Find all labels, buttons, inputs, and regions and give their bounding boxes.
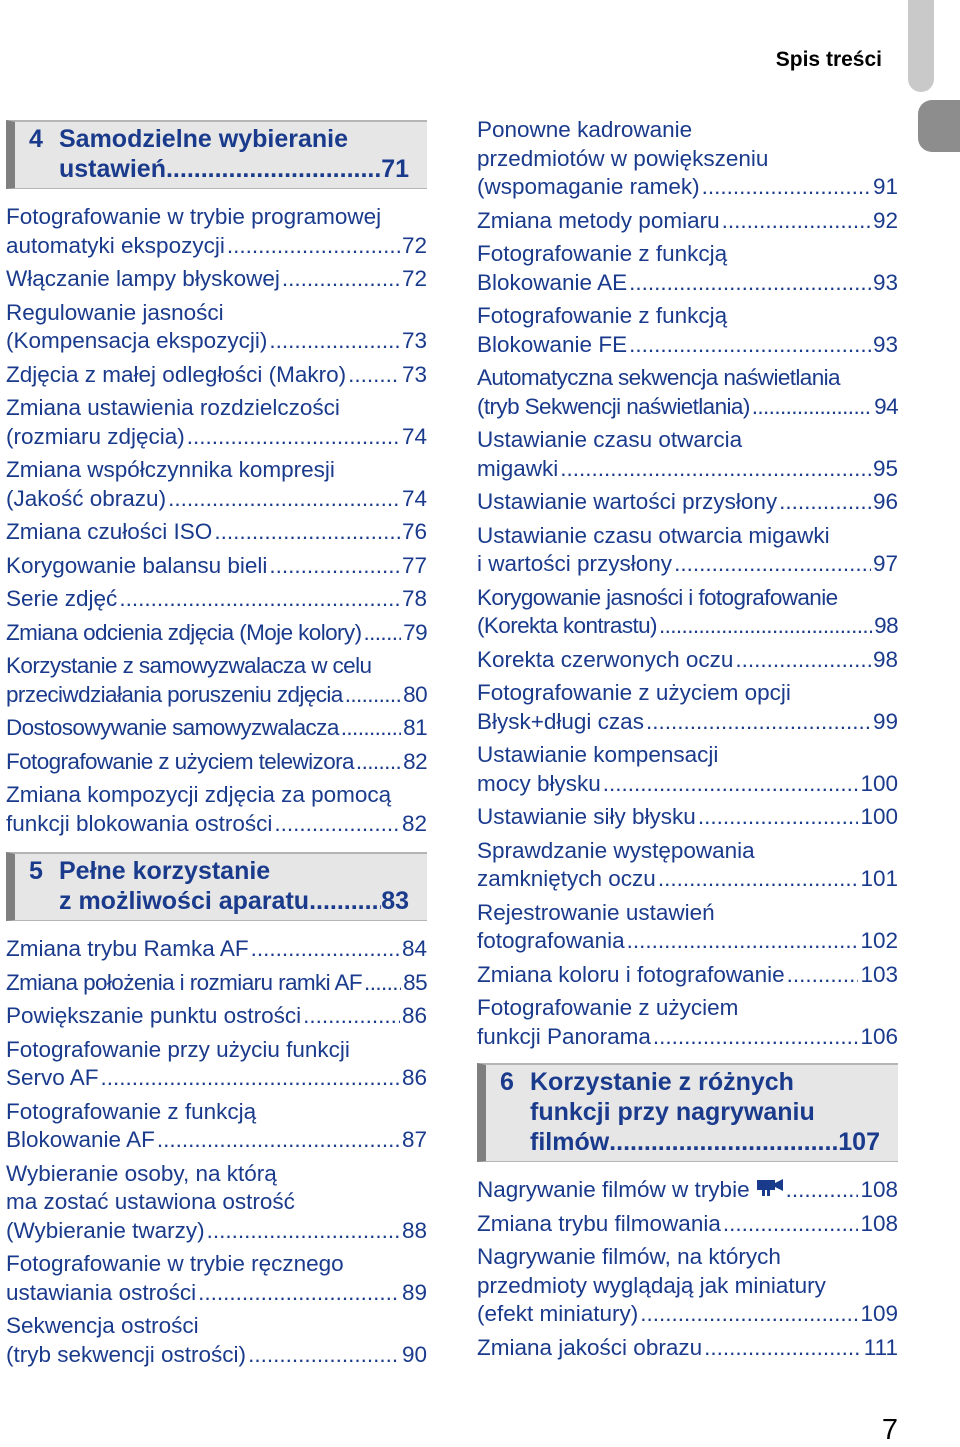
toc-entry[interactable] (477, 488, 898, 517)
toc-entry-title: Zdjęcia z małej odległości (Makro) (6, 361, 347, 387)
page-header-title: Spis treści (775, 48, 882, 71)
toc-entry-title: (tryb sekwencji ostrości) (6, 1341, 247, 1367)
toc-entry-page: 101 (860, 866, 898, 891)
dot-leader (658, 865, 859, 894)
toc-entry[interactable] (6, 781, 427, 838)
dot-leader (722, 207, 871, 236)
toc-entry-title: automatyki ekspozycji (6, 232, 225, 258)
dot-leader (282, 265, 400, 294)
toc-entry-page: 79 (403, 619, 427, 645)
toc-entry-list (6, 203, 427, 838)
toc-entry-page: 103 (860, 961, 898, 987)
toc-entry-title: Zmiana trybu Ramka AF (6, 936, 249, 961)
dot-leader (157, 1126, 400, 1155)
toc-entry[interactable] (477, 522, 898, 579)
toc-entry-title: Korygowanie balansu bieli (6, 552, 268, 578)
chapter-heading-4[interactable] (6, 120, 427, 189)
toc-entry[interactable] (477, 584, 898, 641)
toc-entry-title: Blokowanie FE (477, 331, 628, 357)
toc-entry[interactable] (6, 1036, 427, 1093)
dot-leader (303, 1002, 400, 1031)
toc-entry-title: Zmiana czułości ISO (6, 519, 213, 544)
toc-entry-title: (Korekta kontrastu) (477, 613, 657, 638)
dot-leader (269, 327, 400, 356)
dot-leader (609, 1127, 838, 1157)
toc-entry-title: Ustawianie wartości przysłony (477, 489, 778, 514)
chapter-number: 4 (29, 125, 43, 153)
toc-entry[interactable] (6, 619, 427, 648)
toc-entry-page: 95 (872, 455, 898, 481)
toc-entry[interactable] (6, 518, 427, 547)
chapter-number: 5 (29, 857, 43, 885)
toc-entry-page: 94 (874, 393, 898, 419)
toc-entry-title: przeciwdziałania poruszeniu zdjęcia (6, 681, 343, 707)
toc-entry-title: Sprawdzanie występowania (477, 837, 755, 863)
toc-entry-title: Nagrywanie filmów w trybie (477, 1177, 750, 1202)
toc-entry-page: 82 (403, 748, 427, 774)
toc-entry-title: i wartości przysłony (477, 551, 673, 576)
toc-entry-title: Fotografowanie z funkcją (6, 1098, 257, 1124)
toc-entry[interactable] (477, 426, 898, 483)
toc-entry-page: 81 (403, 715, 427, 740)
dot-leader (348, 361, 400, 390)
toc-entry-title: fotografowania (477, 928, 625, 953)
toc-entry[interactable] (6, 1002, 427, 1031)
toc-entry-title: ustawiania ostrości (6, 1279, 197, 1305)
toc-entry-title: Fotografowanie przy użyciu funkcji (6, 1036, 350, 1062)
thumb-tab-chapter (918, 100, 960, 152)
toc-column-left (6, 120, 427, 1374)
toc-entry-title: (wspomaganie ramek) (477, 174, 700, 199)
dot-leader (345, 681, 401, 710)
toc-entry-title: (Kompensacja ekspozycji) (6, 328, 268, 353)
toc-entry-page: 102 (860, 928, 898, 953)
toc-entry-page: 98 (872, 646, 898, 672)
dot-leader (702, 173, 871, 202)
dot-leader (207, 1217, 400, 1246)
dot-leader (723, 1210, 859, 1239)
dot-leader (363, 619, 401, 648)
toc-entry-page: 108 (860, 1210, 898, 1236)
chapter-title-line: filmów (530, 1128, 610, 1156)
toc-entry-page: 91 (872, 174, 898, 199)
toc-entry[interactable] (477, 1210, 898, 1239)
chapter-heading-6[interactable] (477, 1063, 898, 1162)
toc-column-right (477, 116, 898, 1367)
toc-entry-title: Ponowne kadrowanie (477, 117, 693, 142)
dot-leader (752, 393, 872, 422)
dot-leader (704, 1334, 862, 1363)
toc-entry-page: 73 (401, 361, 427, 387)
toc-entry-title: Dostosowywanie samowyzwalacza (6, 715, 339, 740)
dot-leader (627, 927, 859, 956)
toc-entry-title: zamkniętych oczu (477, 866, 656, 891)
toc-entry-title: (Wybieranie twarzy) (6, 1217, 205, 1243)
toc-entry-page: 100 (860, 770, 898, 796)
toc-entry[interactable] (6, 299, 427, 356)
dot-leader (166, 154, 381, 184)
chapter-title-line: Korzystanie z różnych (530, 1068, 794, 1096)
toc-entry-title: Zmiana położenia i rozmiaru ramki AF (6, 969, 363, 995)
toc-entry-title: Błysk+długi czas (477, 708, 644, 734)
toc-entry[interactable] (6, 265, 427, 294)
toc-entry-page: 77 (401, 552, 427, 578)
dot-leader (187, 423, 400, 452)
toc-entry[interactable] (6, 1312, 427, 1369)
toc-entry[interactable] (6, 552, 427, 581)
toc-entry-title: funkcji Panorama (477, 1023, 651, 1049)
dot-leader (735, 646, 871, 675)
dot-leader (274, 810, 400, 839)
dot-leader (779, 488, 871, 517)
toc-entry[interactable] (477, 837, 898, 894)
dot-leader (214, 518, 400, 547)
toc-entry[interactable] (6, 361, 427, 390)
toc-entry-title: migawki (477, 455, 559, 481)
dot-leader (269, 552, 400, 581)
dot-leader (251, 935, 400, 964)
chapter-title-line: ustawień (59, 155, 166, 183)
chapter-title-line: Pełne korzystanie (59, 857, 271, 885)
toc-entry-title: Servo AF (6, 1065, 99, 1090)
toc-entry-list (6, 935, 427, 1369)
toc-entry-page: 106 (860, 1023, 898, 1049)
toc-entry-title: Fotografowanie w trybie ręcznego (6, 1251, 344, 1276)
toc-entry-title: (Jakość obrazu) (6, 485, 167, 511)
dot-leader (646, 708, 871, 737)
toc-entry-page: 74 (401, 423, 427, 449)
dot-leader (659, 612, 872, 641)
thumb-tab-top (908, 0, 934, 92)
toc-entry[interactable] (477, 1334, 898, 1363)
toc-entry[interactable] (477, 741, 898, 798)
dot-leader (653, 1023, 859, 1052)
toc-entry-title: Ustawianie siły błysku (477, 804, 696, 829)
toc-entry-title: Serie zdjęć (6, 586, 118, 611)
toc-entry-title: Włączanie lampy błyskowej (6, 266, 280, 291)
toc-entry[interactable] (6, 935, 427, 964)
toc-entry-title: Zmiana ustawienia rozdzielczości (6, 395, 340, 420)
chapter-title-line: z możliwości aparatu (59, 887, 310, 915)
toc-entry[interactable] (6, 203, 427, 260)
dot-leader (101, 1064, 400, 1093)
toc-entry-title: funkcji blokowania ostrości (6, 810, 273, 836)
chapter-number: 6 (500, 1068, 514, 1096)
toc-entry-title: Fotografowanie z użyciem (477, 995, 739, 1020)
toc-entry-page: 87 (401, 1127, 427, 1152)
chapter-heading-5[interactable] (6, 852, 427, 921)
toc-entry-title: Wybieranie osoby, na którą (6, 1160, 277, 1186)
toc-entry-page: 98 (874, 613, 898, 638)
dot-leader (309, 886, 381, 916)
toc-entry-page: 78 (401, 586, 427, 611)
toc-entry[interactable] (477, 646, 898, 675)
toc-entry-title: Zmiana metody pomiaru (477, 207, 720, 233)
toc-entry-title: Korekta czerwonych oczu (477, 646, 734, 672)
toc-entry-page: 90 (401, 1341, 427, 1367)
toc-entry-title: Zmiana odcienia zdjęcia (Moje kolory) (6, 619, 362, 645)
toc-entry-title: Zmiana współczynnika kompresji (6, 457, 335, 482)
toc-entry-page: 89 (401, 1279, 427, 1305)
toc-entry[interactable] (477, 364, 898, 421)
dot-leader (227, 232, 400, 261)
toc-entry-title: Korygowanie jasności i fotografowanie (477, 584, 838, 610)
toc-entry-list (477, 116, 898, 1051)
toc-entry-title: Korzystanie z samowyzwalacza w celu (6, 653, 372, 678)
toc-entry[interactable] (477, 803, 898, 832)
toc-entry-page: 99 (872, 708, 898, 734)
toc-entry[interactable] (477, 679, 898, 736)
toc-entry-page: 73 (401, 328, 427, 353)
toc-entry-title: przedmiotów w powiększeniu (477, 145, 769, 171)
toc-entry-title: Zmiana koloru i fotografowanie (477, 961, 785, 987)
toc-entry-page: 86 (401, 1003, 427, 1028)
dot-leader (674, 550, 871, 579)
dot-leader (168, 485, 400, 514)
toc-entry-title: Ustawianie czasu otwarcia (477, 427, 743, 452)
dot-leader (356, 748, 401, 777)
toc-entry-title: (efekt miniatury) (477, 1301, 639, 1326)
toc-entry-page: 85 (403, 969, 427, 995)
toc-entry-page: 74 (401, 485, 427, 511)
dot-leader (629, 331, 871, 360)
dot-leader (640, 1300, 858, 1329)
toc-entry-page: 72 (401, 232, 427, 258)
toc-entry[interactable] (6, 1250, 427, 1307)
toc-entry[interactable] (477, 1243, 898, 1329)
toc-entry-page: 88 (401, 1217, 427, 1243)
toc-entry-title: Powiększanie punktu ostrości (6, 1003, 302, 1028)
toc-entry-title: Zmiana trybu filmowania (477, 1210, 721, 1236)
dot-leader (198, 1279, 400, 1308)
toc-entry-title: (tryb Sekwencji naświetlania) (477, 393, 750, 419)
dot-leader (364, 969, 401, 998)
toc-entry-title: Fotografowanie z funkcją (477, 303, 728, 328)
toc-entry-title: Regulowanie jasności (6, 299, 224, 325)
toc-entry[interactable] (477, 302, 898, 359)
toc-entry-page: 76 (401, 519, 427, 544)
dot-leader (248, 1341, 400, 1370)
toc-entry-title: Blokowanie AF (6, 1127, 155, 1152)
toc-entry-title: Nagrywanie filmów, na których (477, 1244, 781, 1269)
dot-leader (786, 1176, 859, 1205)
toc-entry[interactable] (477, 1176, 898, 1205)
toc-entry[interactable] (6, 969, 427, 998)
toc-entry[interactable] (477, 240, 898, 297)
chapter-page-number: 83 (381, 887, 409, 915)
toc-entry-page: 109 (860, 1301, 898, 1326)
toc-entry-title: Zmiana jakości obrazu (477, 1334, 703, 1360)
toc-entry[interactable] (6, 456, 427, 513)
toc-entry-title: Fotografowanie w trybie programowej (6, 204, 382, 229)
chapter-page-number: 107 (838, 1128, 880, 1156)
toc-entry-title: Ustawianie czasu otwarcia migawki (477, 522, 830, 548)
toc-entry-page: 72 (401, 266, 427, 291)
toc-entry-title: Sekwencja ostrości (6, 1313, 199, 1338)
toc-entry-page: 80 (403, 681, 427, 707)
toc-entry[interactable] (6, 714, 427, 743)
dot-leader (787, 961, 859, 990)
toc-entry-page: 97 (872, 551, 898, 576)
dot-leader (560, 455, 871, 484)
toc-entry-page: 96 (872, 489, 898, 514)
toc-entry[interactable] (477, 994, 898, 1051)
chapter-title-line: funkcji przy nagrywaniu (530, 1098, 815, 1126)
toc-entry-title: Fotografowanie z funkcją (477, 241, 728, 266)
dot-leader (119, 585, 400, 614)
toc-entry-page: 100 (860, 804, 898, 829)
toc-entry-title: Fotografowanie z użyciem telewizora (6, 748, 354, 774)
chapter-page-number: 71 (381, 155, 409, 183)
page-number: 7 (881, 1414, 898, 1446)
toc-entry[interactable] (6, 1160, 427, 1246)
toc-entry[interactable] (6, 394, 427, 451)
toc-entry-title: (rozmiaru zdjęcia) (6, 423, 185, 449)
toc-entry-page: 92 (872, 207, 898, 233)
toc-entry-page: 111 (863, 1334, 898, 1360)
toc-entry-title: Zmiana kompozycji zdjęcia za pomocą (6, 782, 392, 807)
dot-leader (629, 269, 871, 298)
toc-entry-title: Rejestrowanie ustawień (477, 899, 715, 925)
toc-entry[interactable] (477, 899, 898, 956)
toc-entry-title: przedmioty wyglądają jak miniatury (477, 1272, 826, 1298)
dot-leader (698, 803, 859, 832)
toc-entry[interactable] (6, 748, 427, 777)
toc-entry[interactable] (477, 116, 898, 202)
toc-entry[interactable] (6, 585, 427, 614)
toc-entry-page: 84 (401, 936, 427, 961)
toc-entry-page: 82 (401, 810, 427, 836)
movie-camera-icon (756, 1177, 784, 1197)
toc-entry-title: Fotografowanie z użyciem opcji (477, 680, 791, 705)
toc-entry[interactable] (6, 1098, 427, 1155)
toc-entry[interactable] (477, 961, 898, 990)
toc-entry-page: 93 (872, 269, 898, 295)
toc-entry-title: Blokowanie AE (477, 269, 628, 295)
toc-entry[interactable] (6, 652, 427, 709)
toc-entry-title: mocy błysku (477, 770, 601, 796)
toc-entry-page: 93 (872, 331, 898, 357)
toc-entry-title: Ustawianie kompensacji (477, 742, 719, 767)
dot-leader (341, 714, 401, 743)
toc-entry-title: ma zostać ustawiona ostrość (6, 1189, 295, 1214)
toc-entry-page: 86 (401, 1065, 427, 1090)
toc-entry-title: Automatyczna sekwencja naświetlania (477, 365, 840, 390)
toc-entry-page: 108 (860, 1177, 898, 1202)
dot-leader (603, 770, 859, 799)
chapter-title-line: Samodzielne wybieranie (59, 125, 348, 153)
toc-entry-list (477, 1176, 898, 1362)
toc-entry[interactable] (477, 207, 898, 236)
